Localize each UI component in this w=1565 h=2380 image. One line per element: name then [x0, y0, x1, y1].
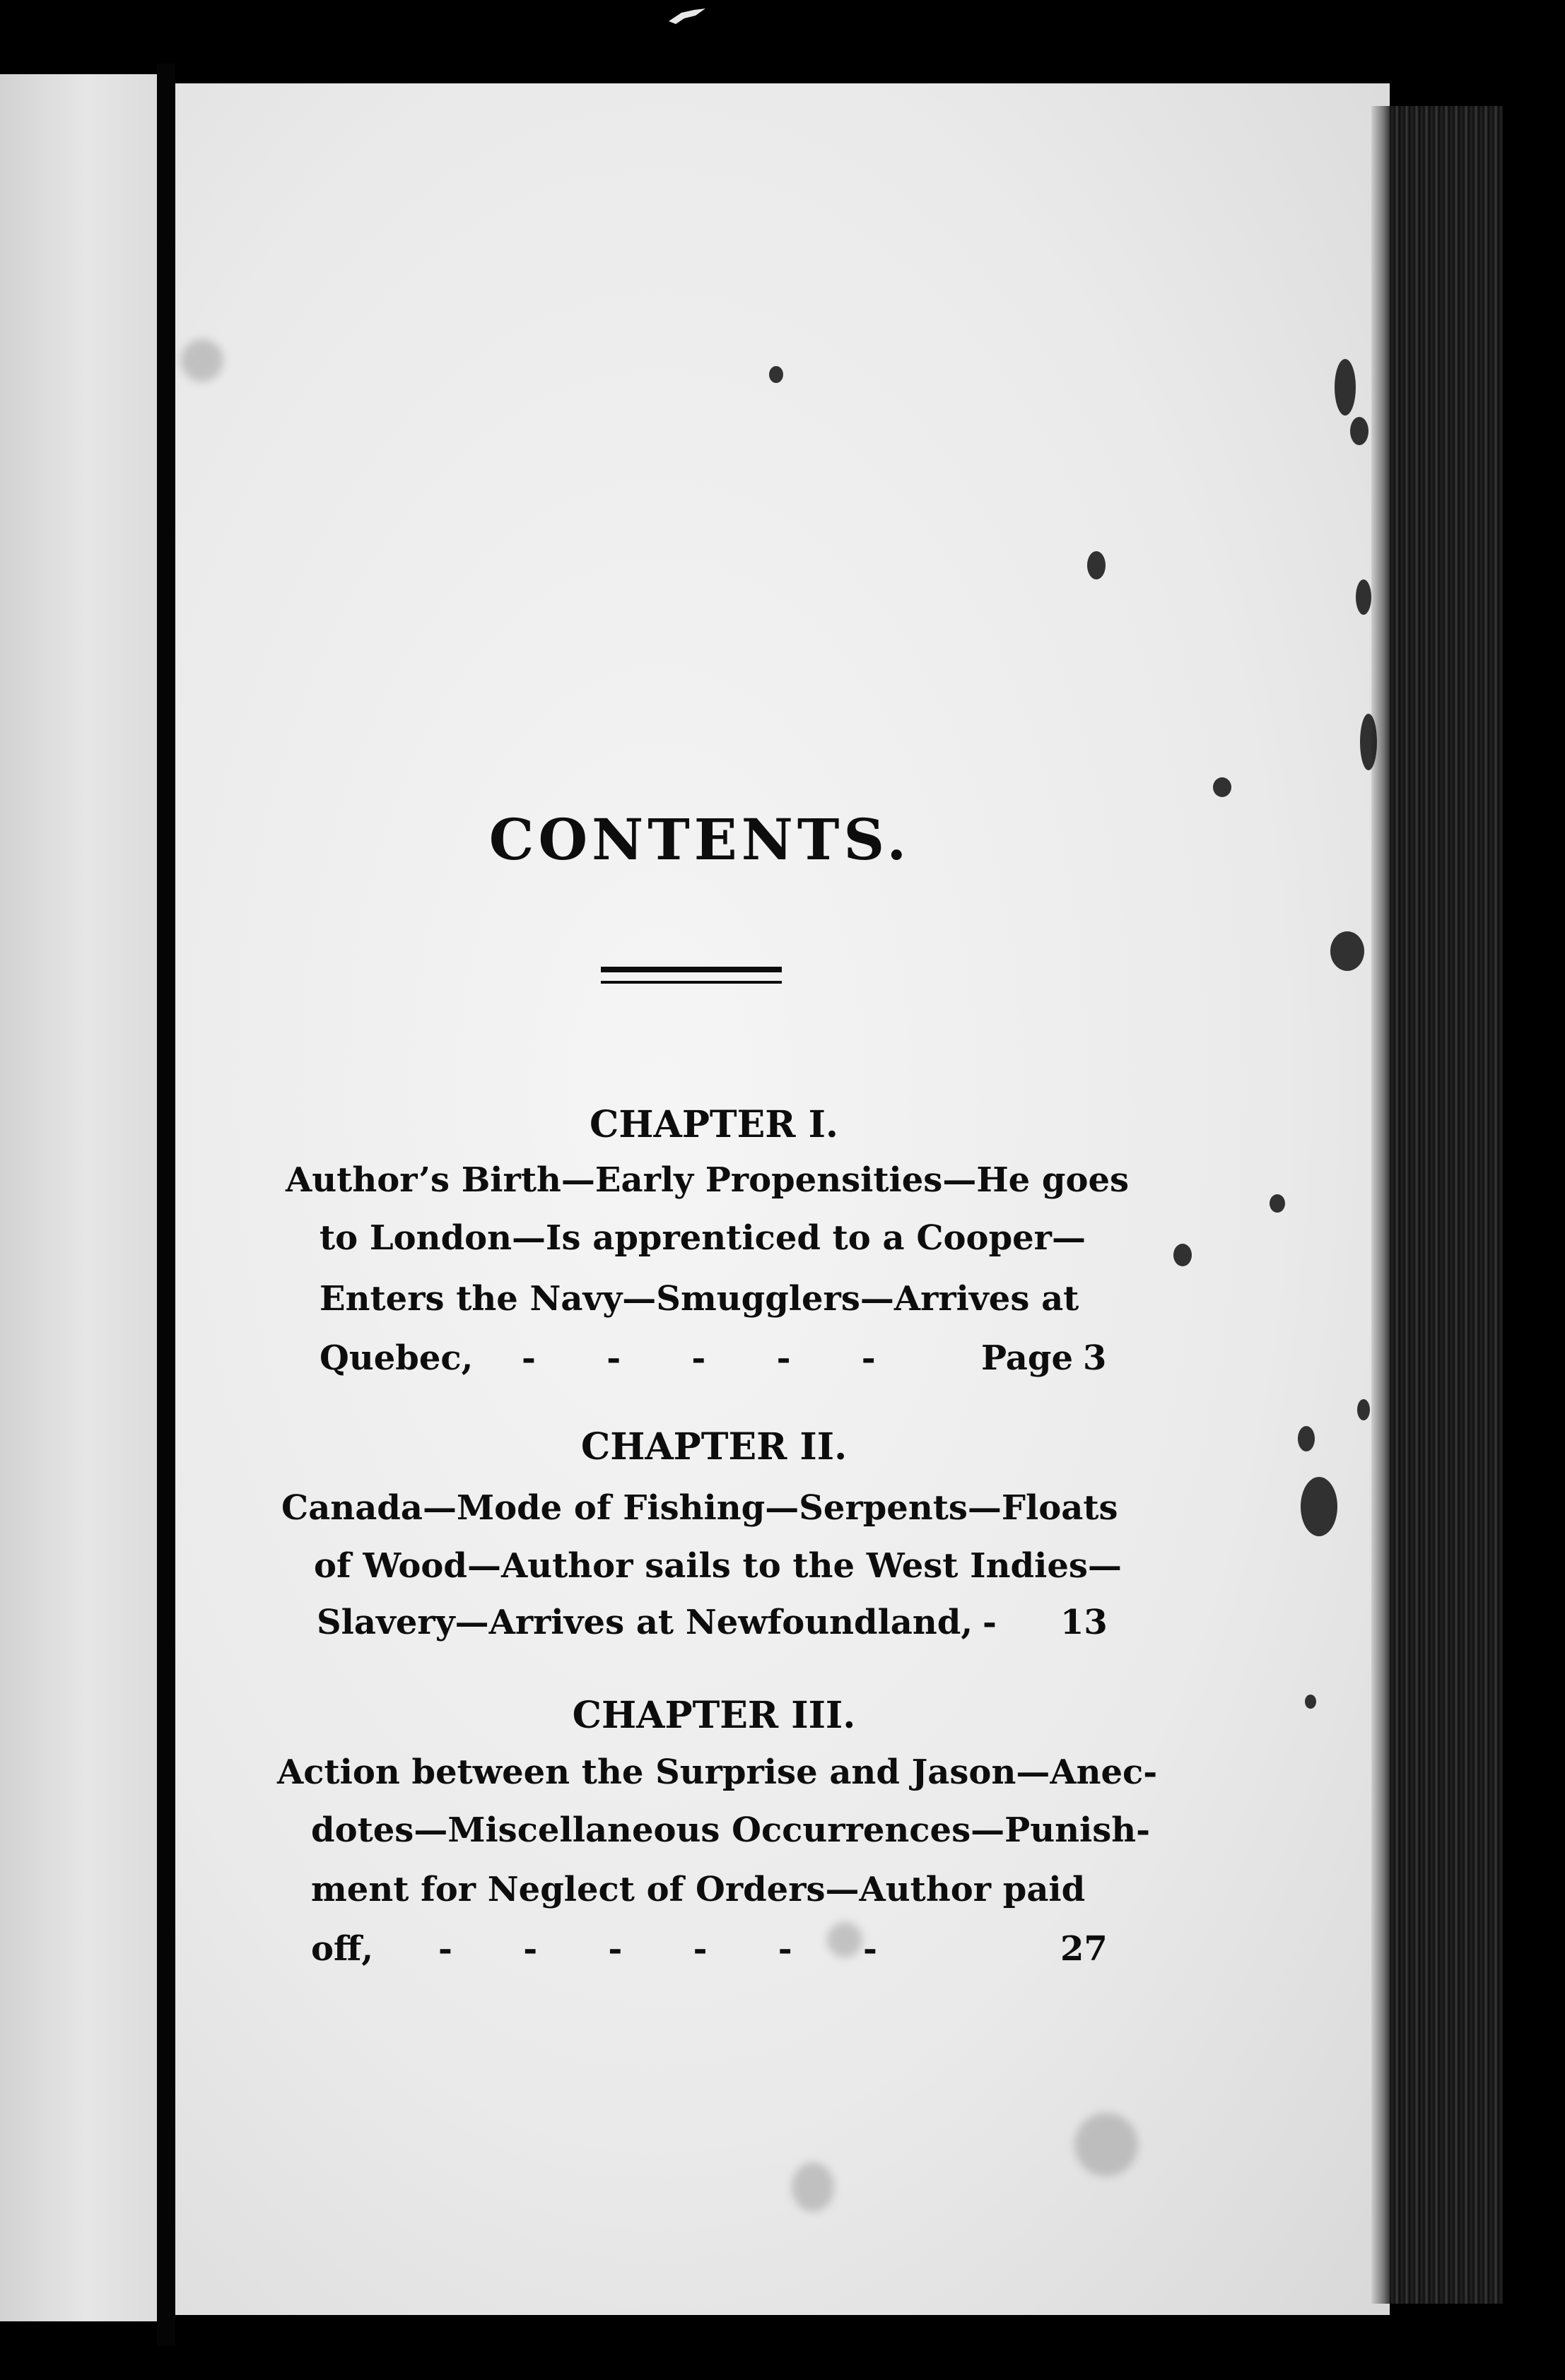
- chapter-title: CHAPTER I.: [589, 1103, 839, 1146]
- ink-blot: [1335, 359, 1356, 416]
- top-speck-mark: [666, 6, 708, 25]
- ink-blot: [1305, 1695, 1316, 1709]
- book-page-edges: [1390, 106, 1503, 2304]
- ink-blot: [1270, 1194, 1285, 1213]
- foxing-spot: [792, 2162, 834, 2212]
- ink-blot: [1298, 1426, 1315, 1451]
- ink-blot: [1356, 579, 1371, 615]
- chapter-summary-line: Author’s Birth—Early Propensities—He goes: [286, 1160, 1130, 1200]
- foxing-spot: [1074, 2113, 1138, 2176]
- chapter-summary-line: off,: [311, 1929, 374, 1969]
- page-number: 3: [1083, 1338, 1107, 1378]
- title-rule-thin: [601, 981, 782, 984]
- chapter-summary-line: Slavery—Arrives at Newfoundland,: [317, 1603, 973, 1642]
- ink-blot: [1330, 931, 1364, 971]
- ink-blot: [1350, 417, 1368, 445]
- ink-blot: [1301, 1477, 1337, 1536]
- page-prefix: Page: [981, 1338, 1074, 1378]
- chapter-summary-line: Quebec,: [320, 1338, 474, 1378]
- leader-dashes: - - - - - -: [438, 1929, 877, 1969]
- page-number: 13: [1060, 1603, 1108, 1642]
- foxing-spot: [181, 339, 223, 382]
- page-edge-shadow: [1371, 106, 1391, 2304]
- chapter-summary-line: ment for Neglect of Orders—Author paid: [311, 1870, 1086, 1909]
- leader-dashes: - - - - -: [522, 1338, 876, 1378]
- ink-blot: [769, 366, 783, 383]
- chapter-summary-line: Action between the Surprise and Jason—Anec-: [277, 1752, 1158, 1792]
- chapter-summary-line: Enters the Navy—Smugglers—Arrives at: [320, 1279, 1079, 1319]
- chapter-summary-line: dotes—Miscellaneous Occurrences—Punish-: [311, 1810, 1151, 1850]
- title-rule-thick: [601, 967, 782, 972]
- facing-page: [0, 74, 157, 2321]
- chapter-summary-line: Canada—Mode of Fishing—Serpents—Floats: [281, 1488, 1118, 1528]
- ink-blot: [1173, 1244, 1192, 1266]
- ink-blot: [1213, 777, 1231, 797]
- leader-dashes: -: [983, 1603, 997, 1642]
- page-title: CONTENTS.: [488, 806, 911, 873]
- page-number: 27: [1060, 1929, 1108, 1969]
- chapter-summary-line: of Wood—Author sails to the West Indies—: [314, 1546, 1122, 1586]
- ink-blot: [1360, 714, 1377, 770]
- chapter-title: CHAPTER II.: [580, 1425, 848, 1468]
- ink-blot: [1087, 551, 1106, 579]
- ink-blot: [1357, 1399, 1370, 1420]
- chapter-title: CHAPTER III.: [572, 1694, 856, 1737]
- book-gutter: [157, 64, 175, 2346]
- chapter-summary-line: to London—Is apprenticed to a Cooper—: [320, 1218, 1086, 1258]
